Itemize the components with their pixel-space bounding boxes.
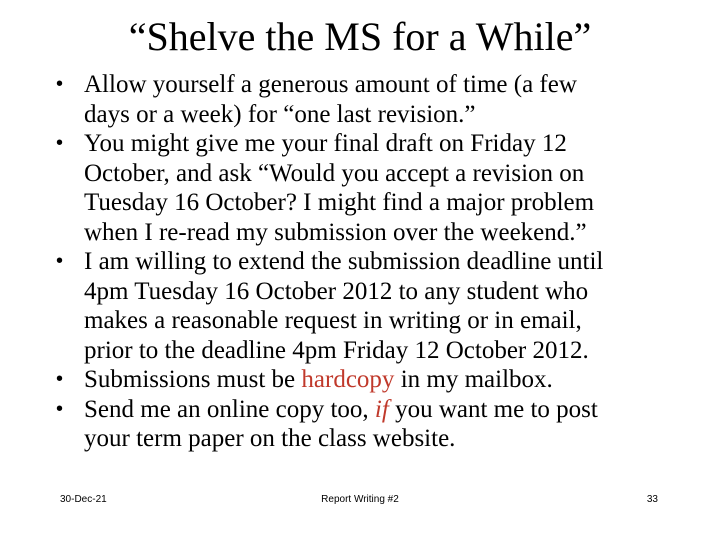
bullet-text-line: I am willing to extend the submission deadline until [84,248,604,275]
footer-page-number: 33 [646,494,658,505]
footer-date: 30-Dec-21 [60,494,107,505]
bullet-item [54,395,674,454]
bullet-marker: • [56,368,64,390]
emphasis-text-hardcopy: hardcopy [301,366,395,393]
bullet-item [54,70,674,129]
bullet-text-line [84,365,674,395]
bullet-text-line: when I re-read my submission over the weekend.” [84,218,587,246]
bullet-item [54,365,674,395]
bullet-text: Send me an online copy too, [84,395,375,423]
bullet-text-line: Tuesday 16 October? I might find a major problem [84,189,595,216]
bullet-text-line: October, and ask “Would you accept a revision on [84,159,585,187]
bullet-marker: • [56,250,64,272]
bullet-list [54,70,674,454]
bullet-text-line: Allow yourself a generous amount of time (a few [84,71,577,98]
bullet-text-line: You might give me your final draft on Friday 12 [84,130,567,157]
bullet-text: in my mailbox. [394,366,553,393]
bullet-text-line [84,395,674,425]
bullet-text-line: makes a reasonable request in writing or in email, [84,307,582,334]
bullet-text-line: 4pm Tuesday 16 October 2012 to any student who [84,277,589,305]
bullet-text-line: your term paper on the class website. [84,425,456,452]
bullet-text-line: prior to the deadline 4pm Friday 12 October 2012. [84,336,589,364]
bullet-marker: • [56,397,64,420]
bullet-text-line: days or a week) for “one last revision.” [84,100,476,128]
bullet-marker: • [56,73,64,95]
bullet-item [54,247,674,365]
bullet-text: you want me to post [388,395,598,423]
bullet-marker: • [56,132,64,154]
footer-title: Report Writing #2 [321,494,399,505]
emphasis-text-if: if [374,395,389,423]
bullet-item [54,129,674,247]
slide-title: “Shelve the MS for a While” [128,14,592,59]
bullet-text: Submissions must be [84,366,302,393]
